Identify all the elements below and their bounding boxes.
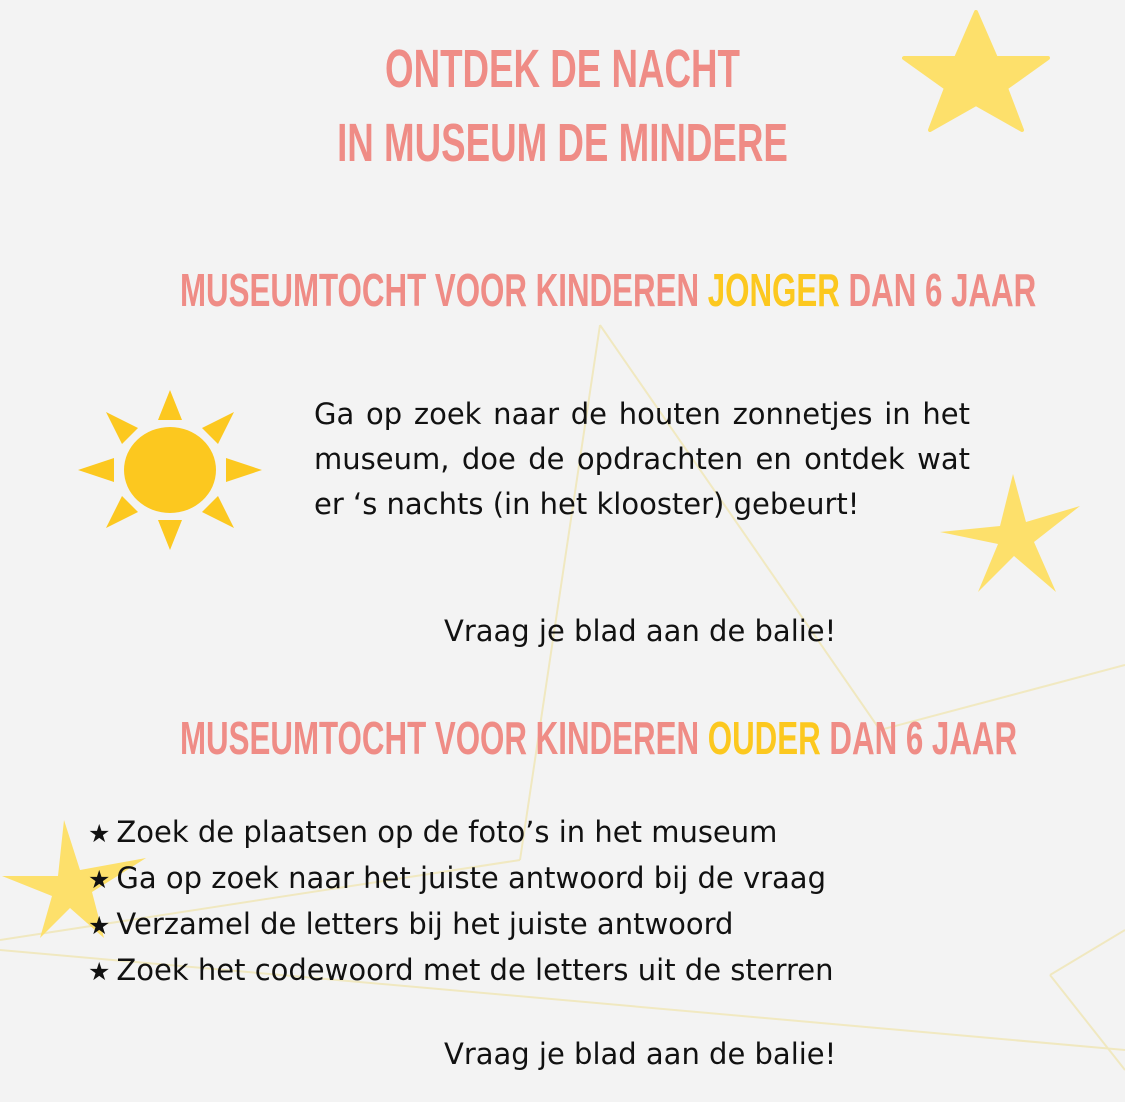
bullet-star-icon: ★ (88, 911, 111, 940)
task-list (88, 810, 834, 994)
list-item (88, 948, 834, 994)
bullet-star-icon: ★ (88, 819, 111, 848)
section-heading-suffix: DAN 6 JAAR (839, 264, 1037, 316)
section-heading-suffix: DAN 6 JAAR (820, 712, 1018, 764)
ask-at-desk-text: Vraag je blad aan de balie! (444, 614, 837, 648)
list-item-text: Ga op zoek naar het juiste antwoord bij de vraag (116, 861, 826, 895)
section-heading-younger (180, 262, 1037, 318)
section-heading-accent-younger: JONGER (707, 264, 840, 316)
section-heading-prefix: MUSEUMTOCHT VOOR KINDEREN (180, 264, 708, 316)
ask-at-desk-text: Vraag je blad aan de balie! (444, 1037, 837, 1071)
section-heading-prefix: MUSEUMTOCHT VOOR KINDEREN (180, 712, 708, 764)
page-title-line-1: ONTDEK DE NACHT (385, 39, 740, 99)
list-item (88, 810, 834, 856)
section-heading-accent-older: OUDER (707, 712, 821, 764)
section-heading-older (180, 710, 1018, 766)
section-description-younger: Ga op zoek naar de houten zonnetjes in het museum, doe de opdrachten en ontdek wat er ‘s nachts (in het klooster) gebeurt! (314, 397, 970, 521)
list-item-text: Zoek het codewoord met de letters uit de sterren (116, 953, 834, 987)
page-title-line-2: IN MUSEUM DE MINDERE (337, 113, 788, 173)
list-item (88, 856, 834, 902)
bullet-star-icon: ★ (88, 865, 111, 894)
bullet-star-icon: ★ (88, 957, 111, 986)
sun-icon (78, 390, 262, 552)
list-item-text: Verzamel de letters bij het juiste antwoord (116, 907, 734, 941)
list-item-text: Zoek de plaatsen op de foto’s in het museum (116, 815, 778, 849)
list-item (88, 902, 834, 948)
page-title (180, 32, 945, 180)
